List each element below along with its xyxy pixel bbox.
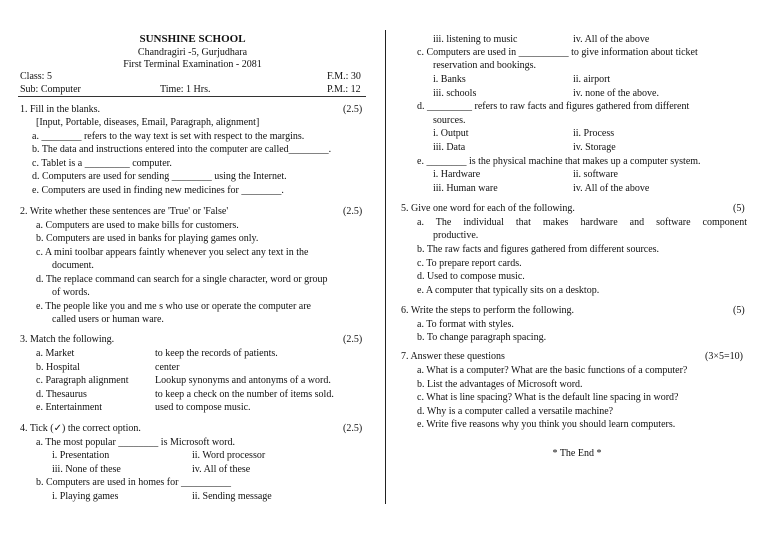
school-address: Chandragiri -5, Gurjudhara	[137, 47, 248, 58]
q7-item: a. What is a computer? What are the basic functions of a computer?	[417, 365, 688, 376]
q1-item: b. The data and instructions entered into the computer are called________.	[32, 144, 332, 155]
q5-item-cont: productive.	[433, 230, 479, 241]
q4a-option: i. Presentation	[52, 450, 110, 461]
q3-marks: (2.5)	[343, 334, 363, 345]
exam-title: First Terminal Examination - 2081	[123, 59, 262, 70]
q4c-stem: c. Computers are used in __________ to give information about ticket	[417, 47, 698, 58]
q6-marks: (5)	[733, 305, 745, 316]
q3-right-item: Lookup synonyms and antonyms of a word.	[155, 375, 331, 386]
q3-left-item: c. Paragraph alignment	[36, 375, 129, 386]
q4c-option: iii. schools	[433, 88, 477, 99]
q2-item: e. The people like you and me s who use or operate the computer are	[36, 301, 311, 312]
full-marks: F.M.: 30	[327, 71, 361, 82]
q5-title: 5. Give one word for each of the following.	[401, 203, 575, 214]
q3-right-item: to keep a check on the number of items sold.	[155, 389, 334, 400]
q3-left-item: b. Hospital	[36, 362, 80, 373]
q1-title: 1. Fill in the blanks.	[20, 104, 100, 115]
q2-item-cont: of words.	[52, 287, 90, 298]
q5-item: c. To prepare report cards.	[417, 258, 522, 269]
q7-item: d. Why is a computer called a versatile machine?	[417, 406, 614, 417]
q7-item: b. List the advantages of Microsoft word.	[417, 379, 583, 390]
q3-title: 3. Match the following.	[20, 334, 115, 345]
q4d-option: iv. Storage	[573, 142, 616, 153]
q4d-stem-cont: sources.	[433, 115, 466, 126]
q4a-option: iii. None of these	[52, 464, 121, 475]
q4e-option: ii. software	[573, 169, 618, 180]
q3-right-item: center	[155, 362, 180, 373]
q1-word-bank: [Input, Portable, diseases, Email, Paragraph, alignment]	[36, 117, 260, 128]
q7-item: e. Write five reasons why you think you should learn computers.	[417, 419, 676, 430]
q2-item: d. The replace command can search for a single character, word or group	[36, 274, 328, 285]
q4c-option: iv. none of the above.	[573, 88, 659, 99]
q4c-stem-cont: reservation and bookings.	[433, 60, 537, 71]
q2-item: b. Computers are used in banks for playing games only.	[36, 233, 259, 244]
time-label: Time: 1 Hrs.	[160, 84, 211, 95]
column-divider	[385, 30, 386, 504]
q7-marks: (3×5=10)	[705, 351, 743, 362]
q2-item: a. Computers are used to make bills for customers.	[36, 220, 239, 231]
q1-item: c. Tablet is a _________ computer.	[32, 158, 172, 169]
q2-title: 2. Write whether these sentences are 'True' or 'False'	[20, 206, 229, 217]
q7-item: c. What is line spacing? What is the default line spacing in word?	[417, 392, 679, 403]
q4-title: 4. Tick (✓) the correct option.	[20, 423, 141, 434]
q4d-option: i. Output	[433, 128, 469, 139]
q4b-option: ii. Sending message	[192, 491, 272, 502]
q3-right-item: used to compose music.	[155, 402, 251, 413]
q5-item: b. The raw facts and figures gathered from different sources.	[417, 244, 660, 255]
the-end: * The End *	[552, 448, 602, 459]
q6-item: a. To format with styles.	[417, 319, 514, 330]
q5-marks: (5)	[733, 203, 745, 214]
q4a-stem: a. The most popular ________ is Microsoft word.	[36, 437, 235, 448]
q5-item: d. Used to compose music.	[417, 271, 525, 282]
q1-item: e. Computers are used in finding new medicines for ________.	[32, 185, 284, 196]
q7-title: 7. Answer these questions	[401, 351, 505, 362]
q3-left-item: e. Entertainment	[36, 402, 103, 413]
class-label: Class: 5	[20, 71, 52, 82]
q4e-option: iii. Human ware	[433, 183, 498, 194]
q4a-option: ii. Word processor	[192, 450, 266, 461]
q5-item: a. The individual that makes hardware and software component	[417, 217, 747, 228]
q4a-option: iv. All of these	[192, 464, 251, 475]
q3-right-item: to keep the records of patients.	[155, 348, 278, 359]
q4d-stem: d. _________ refers to raw facts and figures gathered from different	[417, 101, 690, 112]
q1-item: a. ________ refers to the way text is set with respect to the margins.	[32, 131, 305, 142]
q4-marks: (2.5)	[343, 423, 363, 434]
q3-left-item: d. Thesaurus	[36, 389, 87, 400]
q4b-option: i. Playing games	[52, 491, 119, 502]
q4c-option: i. Banks	[433, 74, 466, 85]
q4d-option: ii. Process	[573, 128, 615, 139]
q3-left-item: a. Market	[36, 348, 75, 359]
q4e-stem: e. ________ is the physical machine that makes up a computer system.	[417, 156, 701, 167]
subject-label: Sub: Computer	[20, 84, 81, 95]
q2-item-cont: document.	[52, 260, 94, 271]
pass-marks: P.M.: 12	[327, 84, 361, 95]
q6-title: 6. Write the steps to perform the following.	[401, 305, 574, 316]
q4b-stem: b. Computers are used in homes for __________	[36, 477, 231, 488]
q5-item: e. A computer that typically sits on a desktop.	[417, 285, 600, 296]
q2-item-cont: called users or human ware.	[52, 314, 164, 325]
q6-item: b. To change paragraph spacing.	[417, 332, 547, 343]
q2-marks: (2.5)	[343, 206, 363, 217]
q4c-option: ii. airport	[573, 74, 611, 85]
q2-item: c. A mini toolbar appears faintly whenever you select any text in the	[36, 247, 309, 258]
q4b-option: iv. All of the above	[573, 34, 650, 45]
q1-item: d. Computers are used for sending ________ using the Internet.	[32, 171, 287, 182]
q4e-option: iv. All of the above	[573, 183, 650, 194]
header-rule	[18, 96, 366, 97]
school-name: SUNSHINE SCHOOL	[139, 33, 246, 45]
q4e-option: i. Hardware	[433, 169, 481, 180]
q4d-option: iii. Data	[433, 142, 466, 153]
q4b-option: iii. listening to music	[433, 34, 518, 45]
q1-marks: (2.5)	[343, 104, 363, 115]
